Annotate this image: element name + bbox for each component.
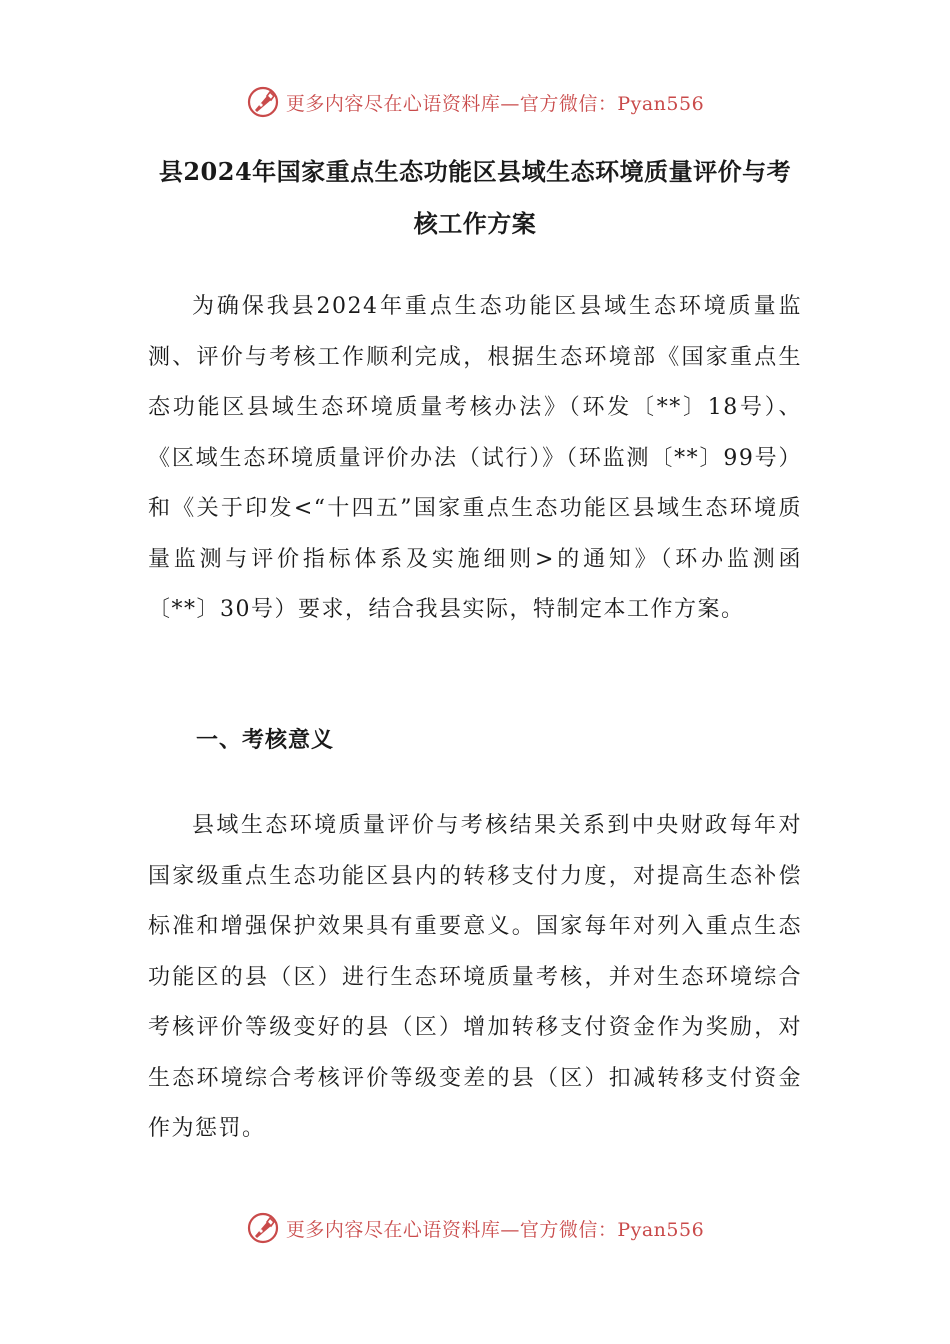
document-title: 县2024年国家重点生态功能区县域生态环境质量评价与考核工作方案 bbox=[158, 157, 792, 238]
watermark-text: 更多内容尽在心语资料库—官方微信：Pyan556 bbox=[285, 92, 705, 115]
pen-nib-logo-icon bbox=[246, 1211, 280, 1245]
watermark-banner-bottom bbox=[0, 1206, 950, 1250]
intro-paragraph: 为确保我县2024年重点生态功能区县域生态环境质量监测、评价与考核工作顺利完成，根据生态环境部《国家重点生态功能区县域生态环境质量考核办法》（环发〔**〕18号）、《区域生态环境质量评价办法（试行）》（环监测〔**〕99号）和《关于印发<“十四五”国家重点生态功能区县域生态环境质量监测与评价指标体系及实施细则>的通知》（环办监测函〔**〕30号）要求，结合我县实际，特制定本工作方案。 bbox=[148, 294, 802, 622]
section-paragraph: 县域生态环境质量评价与考核结果关系到中央财政每年对国家级重点生态功能区县内的转移支付力度，对提高生态补偿标准和增强保护效果具有重要意义。国家每年对列入重点生态功能区的县（区）进行生态环境质量考核，并对生态环境综合考核评价等级变好的县（区）增加转移支付资金作为奖励，对生态环境综合考核评价等级变差的县（区）扣减转移支付资金作为惩罚。 bbox=[148, 813, 802, 1141]
section-heading-assessment-significance: 一、考核意义 bbox=[196, 728, 335, 753]
watermark-text: 更多内容尽在心语资料库—官方微信：Pyan556 bbox=[285, 1218, 705, 1241]
pen-nib-logo-icon bbox=[246, 85, 280, 119]
watermark-banner-top bbox=[0, 80, 950, 124]
